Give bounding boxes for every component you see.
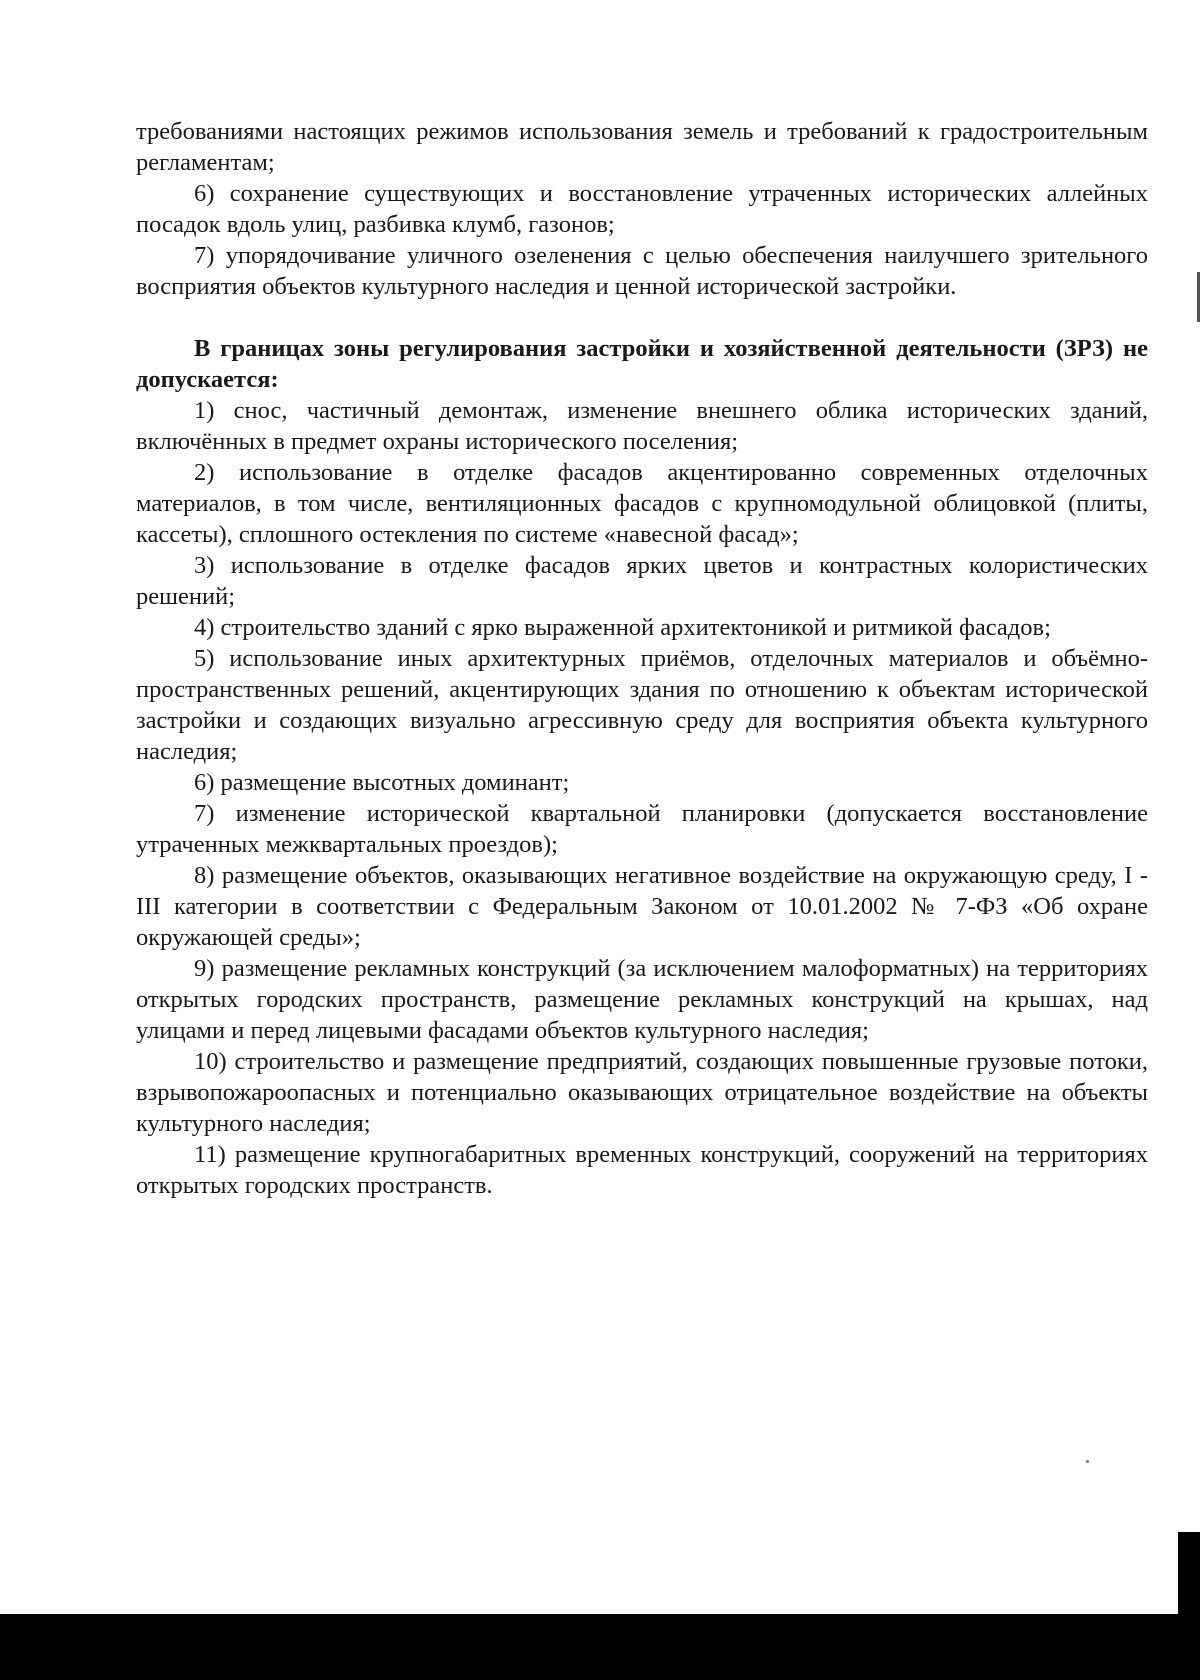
paragraph-continuation: требованиями настоящих режимов использования земель и требований к градостроительным регламентам; — [136, 118, 1148, 176]
list-item: 5) использование иных архитектурных приёмов, отделочных материалов и объёмно- пространственных решений, акцентирующих здания по отношению к объектам исторической застройки и создающих визуально агрессивную среду для восприятия объекта культурного наследия; — [136, 645, 1148, 765]
paragraph-item-7-greenery: 7) упорядочивание уличного озеленения с целью обеспечения наилучшего зрительного восприятия объектов культурного наследия и ценной исторической застройки. — [136, 242, 1148, 300]
scan-edge-bottom — [0, 1614, 1200, 1680]
document-page — [136, 116, 1148, 1201]
list-item: 7) изменение исторической квартальной планировки (допускается восстановление утраченных межквартальных проездов); — [136, 800, 1148, 858]
list-item: 3) использование в отделке фасадов ярких цветов и контрастных колористических решений; — [136, 552, 1148, 610]
list-item: 8) размещение объектов, оказывающих негативное воздействие на окружающую среду, I - III категории в соответствии с Федеральным Законом от 10.01.2002 № 7-ФЗ «Об охране окружающей среды»; — [136, 862, 1148, 951]
list-item: 11) размещение крупногабаритных временных конструкций, сооружений на территориях открытых городских пространств. — [136, 1141, 1148, 1199]
list-item: 6) размещение высотных доминант; — [194, 769, 570, 796]
section-heading: В границах зоны регулирования застройки и хозяйственной деятельности (ЗРЗ) не допускается: — [136, 335, 1148, 393]
scan-artifact-dot — [1086, 1460, 1089, 1463]
list-item: 1) снос, частичный демонтаж, изменение внешнего облика исторических зданий, включённых в предмет охраны исторического поселения; — [136, 397, 1148, 455]
list-item: 2) использование в отделке фасадов акцентированно современных отделочных материалов, в том числе, вентиляционных фасадов с крупномодульной облицовкой (плиты, кассеты), сплошного остекления по системе «навесной фасад»; — [136, 459, 1148, 548]
scan-edge-right — [1178, 1532, 1200, 1622]
paragraph-item-6-greenery: 6) сохранение существующих и восстановление утраченных исторических аллейных посадок вдоль улиц, разбивка клумб, газонов; — [136, 180, 1148, 238]
list-item: 4) строительство зданий с ярко выраженной архитектоникой и ритмикой фасадов; — [194, 614, 1051, 641]
list-item: 9) размещение рекламных конструкций (за исключением малоформатных) на территориях открытых городских пространств, размещение рекламных конструкций на крышах, над улицами и перед лицевыми фасадами объектов культурного наследия; — [136, 955, 1148, 1044]
list-item: 10) строительство и размещение предприятий, создающих повышенные грузовые потоки, взрывопожароопасных и потенциально оказывающих отрицательное воздействие на объекты культурного наследия; — [136, 1048, 1148, 1137]
